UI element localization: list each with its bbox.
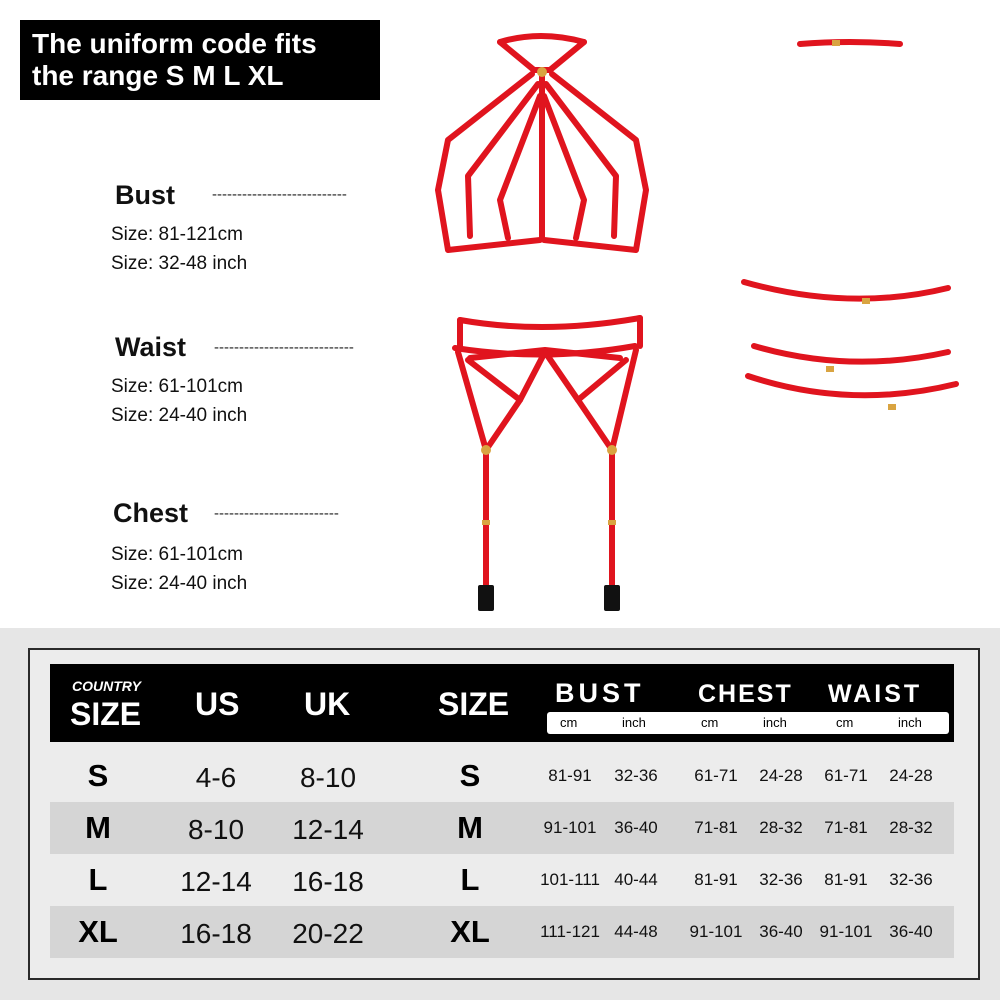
row-chest-cm: 71-81 [694,818,738,837]
row-uk: 12-14 [292,814,364,845]
header-country: COUNTRY [72,678,141,694]
chest-inch: Size: 24-40 inch [111,573,248,594]
row-waist-inch: 24-28 [889,766,933,785]
row-chest-inch: 28-32 [759,818,803,837]
row-size: L [88,862,108,897]
row-chest-cm: 81-91 [694,870,738,889]
header-uk: UK [304,686,351,722]
unit-waist-inch: inch [898,715,922,730]
row-size: M [85,810,111,845]
row-bust-cm: 91-101 [543,818,597,837]
row-uk: 16-18 [292,866,364,897]
row-chest-inch: 24-28 [759,766,803,785]
table-row [50,854,954,906]
header-size-2: SIZE [438,686,510,722]
row-waist-cm: 81-91 [824,870,868,889]
header-bust: BUST [555,678,645,708]
chest-title: Chest [113,498,189,528]
unit-bust-cm: cm [560,715,578,730]
row-chest-cm: 61-71 [694,766,738,785]
row-us: 4-6 [195,762,237,793]
row-uk: 20-22 [292,918,364,949]
row-bust-cm: 81-91 [548,766,592,785]
row-chest-cm: 91-101 [689,922,743,941]
fit-banner [20,20,380,100]
row-size-2: M [457,810,483,845]
row-waist-cm: 71-81 [824,818,868,837]
row-size-2: S [459,758,481,793]
row-size-2: XL [450,914,490,949]
waist-leader: ---------------------------- [214,339,354,356]
row-chest-inch: 32-36 [759,870,803,889]
waist-inch: Size: 24-40 inch [111,405,248,426]
bust-title: Bust [115,180,175,210]
row-us: 8-10 [187,814,245,845]
chest-cm: Size: 61-101cm [111,544,244,565]
row-chest-inch: 36-40 [759,922,803,941]
row-bust-inch: 36-40 [614,818,658,837]
bust-cm: Size: 81-121cm [111,224,244,245]
row-bust-inch: 32-36 [614,766,658,785]
header-waist: WAIST [828,680,923,708]
row-waist-inch: 36-40 [889,922,933,941]
unit-bar [547,712,949,734]
unit-waist-cm: cm [836,715,854,730]
unit-chest-cm: cm [701,715,719,730]
row-waist-cm: 91-101 [819,922,873,941]
bust-inch: Size: 32-48 inch [111,253,248,274]
row-size: S [87,758,109,793]
row-size-2: L [460,862,480,897]
header-size: SIZE [70,696,142,732]
table-row [50,750,954,802]
waist-cm: Size: 61-101cm [111,376,244,397]
row-bust-cm: 111-121 [540,922,600,941]
row-bust-inch: 40-44 [614,870,658,889]
banner-line-2: the range S M L XL [32,60,284,91]
table-row [50,802,954,854]
table-row [50,906,954,958]
bust-leader: --------------------------- [212,186,347,203]
row-bust-inch: 44-48 [614,922,658,941]
unit-bust-inch: inch [622,715,646,730]
chest-leader: ------------------------- [214,505,339,522]
row-waist-inch: 32-36 [889,870,933,889]
row-us: 12-14 [180,866,252,897]
header-chest: CHEST [698,680,793,708]
row-bust-cm: 101-111 [540,870,600,889]
size-table-header [50,664,954,742]
row-size: XL [78,914,118,949]
row-uk: 8-10 [299,762,357,793]
row-us: 16-18 [180,918,252,949]
row-waist-inch: 28-32 [889,818,933,837]
waist-title: Waist [115,332,187,362]
banner-line-1: The uniform code fits [32,28,317,59]
row-waist-cm: 61-71 [824,766,868,785]
header-us: US [195,686,240,722]
unit-chest-inch: inch [763,715,787,730]
